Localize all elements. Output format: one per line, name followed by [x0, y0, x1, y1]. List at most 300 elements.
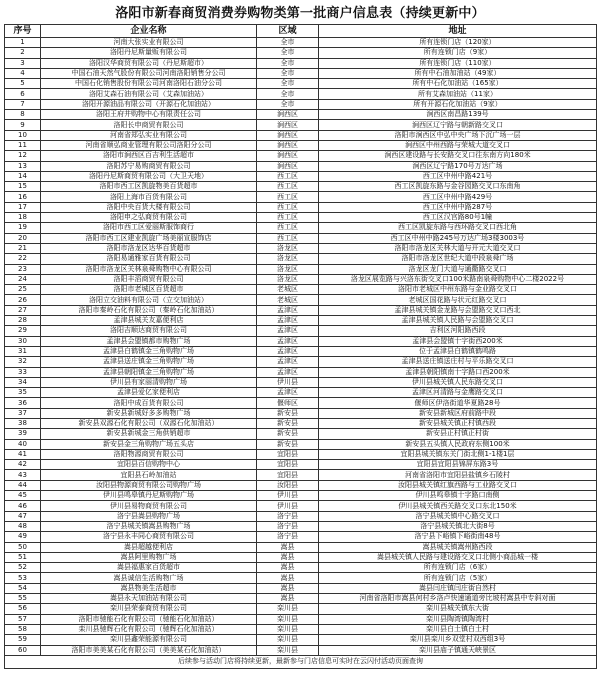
row-index: 48: [5, 521, 41, 531]
company-name: 栾川县驰辉石化有限公司（驰辉石化加油站）: [41, 624, 257, 634]
table-row: [5, 357, 597, 367]
table-row: [5, 243, 597, 253]
region: 孟津区: [257, 316, 319, 326]
row-index: 55: [5, 594, 41, 604]
address: 西工区中州中路245号万达广场3楼3003号: [319, 233, 597, 243]
region: 涧西区: [257, 120, 319, 130]
address: 西工区中州中路287号: [319, 202, 597, 212]
company-name: 中国石油天然气股份有限公司河南洛阳销售分公司: [41, 68, 257, 78]
table-row: [5, 151, 597, 161]
region: 西工区: [257, 182, 319, 192]
company-name: 洛阳丹尼斯量贩有限公司: [41, 48, 257, 58]
company-name: 洛阳吉顺达商贸有限公司: [41, 326, 257, 336]
col-header-region: 区域: [257, 25, 319, 38]
table-row: [5, 161, 597, 171]
table-row: [5, 491, 597, 501]
company-name: 孟津县会盟镇都市购物广场: [41, 336, 257, 346]
row-index: 43: [5, 470, 41, 480]
row-index: 25: [5, 285, 41, 295]
company-name: 洛阳市西工区凯旋物美百货超市: [41, 182, 257, 192]
address: 孟津县会盟镇十字街西200米: [319, 336, 597, 346]
company-name: 洛阳丹尼斯商贸有限公司（大卫天地）: [41, 171, 257, 181]
table-row: [5, 346, 597, 356]
row-index: 3: [5, 58, 41, 68]
company-name: 洛阳市美美某石化有限公司（美美某石化加油站）: [41, 645, 257, 655]
region: 西工区: [257, 233, 319, 243]
table-row: [5, 563, 597, 573]
region: 新安县: [257, 408, 319, 418]
table-row: [5, 439, 597, 449]
address: 孟津县城关镇金龙路与会盟路交叉口西北: [319, 305, 597, 315]
row-index: 23: [5, 264, 41, 274]
address: 栾川县栾川乡双堂村双西组3号: [319, 635, 597, 645]
company-name: 洛阳汉华商贸有限公司（丹尼斯超市）: [41, 58, 257, 68]
region: 伊川县: [257, 501, 319, 511]
address: 位于孟津县白鹤镇鹤鸣路: [319, 346, 597, 356]
table-row: [5, 635, 597, 645]
company-name: 洛阳易通雅家百货有限公司: [41, 254, 257, 264]
region: 全市: [257, 38, 319, 48]
address: 所有连锁门店（120家）: [319, 38, 597, 48]
table-row: [5, 408, 597, 418]
row-index: 11: [5, 140, 41, 150]
row-index: 28: [5, 316, 41, 326]
address: 河南省洛阳市嵩县何村乡洛卢快速通道旁比坡村嵩县中专斜对面: [319, 594, 597, 604]
row-index: 58: [5, 624, 41, 634]
region: 宜阳县: [257, 449, 319, 459]
row-index: 49: [5, 532, 41, 542]
region: 洛龙区: [257, 274, 319, 284]
table-row: [5, 552, 597, 562]
table-row: [5, 99, 597, 109]
table-row: [5, 377, 597, 387]
row-index: 2: [5, 48, 41, 58]
company-name: 河南省顺弘商业管理有限公司洛阳分公司: [41, 140, 257, 150]
company-name: 嵩县阿里购物广场: [41, 552, 257, 562]
table-row: [5, 254, 597, 264]
table-row: [5, 460, 597, 470]
region: 孟津区: [257, 326, 319, 336]
company-name: 嵩县福惠家百货超市: [41, 563, 257, 573]
row-index: 36: [5, 398, 41, 408]
company-name: 洛阳市洛龙区达华百货超市: [41, 243, 257, 253]
footer-row: [5, 655, 597, 668]
address: 西工区中州中路429号: [319, 192, 597, 202]
table-row: [5, 614, 597, 624]
table-row: [5, 202, 597, 212]
address: 洛阳市老城区中州东路与金业路交叉口: [319, 285, 597, 295]
region: 西工区: [257, 171, 319, 181]
address: 洛宁县下峪镇下峪街南48号: [319, 532, 597, 542]
address: 西工区凯旋东路与西环路交叉口西北角: [319, 223, 597, 233]
region: 新安县: [257, 418, 319, 428]
table-row: [5, 140, 597, 150]
col-header-address: 地址: [319, 25, 597, 38]
address: 栾川县庙子镇通天峡景区: [319, 645, 597, 655]
address: 涧西区南昌路139号: [319, 110, 597, 120]
address: 洛宁县城关镇中心路交叉口: [319, 511, 597, 521]
company-name: 新安县新城金三角供销超市: [41, 429, 257, 439]
region: 栾川县: [257, 614, 319, 624]
address: 伊川县城关镇人民东路交叉口: [319, 377, 597, 387]
table-header-row: [5, 25, 597, 38]
address: 嵩县闫庄镇闫庄街自然村: [319, 583, 597, 593]
row-index: 6: [5, 89, 41, 99]
address: 伊川县鸣皋镇十字路口南侧: [319, 491, 597, 501]
company-name: 洛阳市西工区建业凯旋广场美丽宣服饰店: [41, 233, 257, 243]
region: 洛宁县: [257, 521, 319, 531]
address: 西工区汉宫路80号1幢: [319, 213, 597, 223]
region: 嵩县: [257, 594, 319, 604]
region: 嵩县: [257, 573, 319, 583]
address: 洛阳市洛龙区关林大道与开元大道交叉口: [319, 243, 597, 253]
company-name: 洛阳长申商贸有限公司: [41, 120, 257, 130]
table-row: [5, 501, 597, 511]
row-index: 33: [5, 367, 41, 377]
table-row: [5, 573, 597, 583]
company-name: 洛阳艾森石油有限公司（艾森加油站）: [41, 89, 257, 99]
row-index: 57: [5, 614, 41, 624]
address: 洛龙区展览路与兴洛东街交叉口100米路南泉舜购物中心二楼2022号: [319, 274, 597, 284]
company-name: 中国石化销售股份有限公司河南洛阳石油分公司: [41, 79, 257, 89]
company-name: 栾川县荣泰商贸有限公司: [41, 604, 257, 614]
region: 全市: [257, 68, 319, 78]
row-index: 54: [5, 583, 41, 593]
row-index: 41: [5, 449, 41, 459]
row-index: 12: [5, 151, 41, 161]
company-name: 洛阳市洛龙区关林泉舜购物中心有限公司: [41, 264, 257, 274]
company-name: 孟津县城关友嘉便利店: [41, 316, 257, 326]
address: 栾川县白土镇白土村: [319, 624, 597, 634]
row-index: 19: [5, 223, 41, 233]
address: 嵩县城关镇人民路与建设路交叉口北侧小商品城一楼: [319, 552, 597, 562]
row-index: 32: [5, 357, 41, 367]
table-row: [5, 264, 597, 274]
address: 洛宁县城关镇北大街8号: [319, 521, 597, 531]
region: 嵩县: [257, 542, 319, 552]
table-row: [5, 48, 597, 58]
region: 汝阳县: [257, 480, 319, 490]
table-row: [5, 470, 597, 480]
address: 西工区中州中路421号: [319, 171, 597, 181]
row-index: 47: [5, 511, 41, 521]
address: 所有连锁门店（5家）: [319, 573, 597, 583]
company-name: 宜阳县百信购物中心: [41, 460, 257, 470]
company-name: 洛阳中成百货有限公司: [41, 398, 257, 408]
table-row: [5, 624, 597, 634]
company-name: 河南大张实业有限公司: [41, 38, 257, 48]
address: 所有连锁门店（110家）: [319, 58, 597, 68]
row-index: 60: [5, 645, 41, 655]
company-name: 新安县新城好多多购物广场: [41, 408, 257, 418]
region: 栾川县: [257, 624, 319, 634]
table-row: [5, 532, 597, 542]
region: 新安县: [257, 439, 319, 449]
row-index: 38: [5, 418, 41, 428]
company-name: 嵩县物美生活超市: [41, 583, 257, 593]
address: 汝阳县城关镇红旗西路与工业路交叉口: [319, 480, 597, 490]
table-row: [5, 58, 597, 68]
company-name: 汝阳县物源商贸有限公司购物广场: [41, 480, 257, 490]
region: 老城区: [257, 285, 319, 295]
row-index: 21: [5, 243, 41, 253]
address: 涧西区中州西路与荣城大道交叉口: [319, 140, 597, 150]
company-name: 洛宁县永丰同心商贸有限公司: [41, 532, 257, 542]
address: 孟津县朝阳镇南十字路口西200米: [319, 367, 597, 377]
table-row: [5, 521, 597, 531]
row-index: 44: [5, 480, 41, 490]
region: 涧西区: [257, 151, 319, 161]
company-name: 洛阳中央百货大楼有限公司: [41, 202, 257, 212]
company-name: 孟津县白鹤镇金三角购物广场: [41, 346, 257, 356]
address: 西工区凯旋东路与金谷园路交叉口东南角: [319, 182, 597, 192]
row-index: 31: [5, 346, 41, 356]
region: 涧西区: [257, 140, 319, 150]
row-index: 53: [5, 573, 41, 583]
company-name: 新安县双源石化有限公司（双源石化加油站）: [41, 418, 257, 428]
region: 涧西区: [257, 130, 319, 140]
address: 栾川县城关镇东大街: [319, 604, 597, 614]
table-row: [5, 388, 597, 398]
table-row: [5, 213, 597, 223]
address: 宜阳县宜阳县锦屏东路3号: [319, 460, 597, 470]
address: 所有开源石化加油站（9家）: [319, 99, 597, 109]
row-index: 34: [5, 377, 41, 387]
region: 孟津区: [257, 357, 319, 367]
table-row: [5, 480, 597, 490]
row-index: 14: [5, 171, 41, 181]
region: 孟津区: [257, 367, 319, 377]
company-name: 洛阳苏宁易购商贸有限公司: [41, 161, 257, 171]
table-row: [5, 429, 597, 439]
table-row: [5, 120, 597, 130]
footer-note: 后续参与活动门店将持续更新，最新参与门店信息可实时在云闪付活动页面查询: [5, 655, 597, 668]
table-body: [5, 38, 597, 656]
region: 嵩县: [257, 552, 319, 562]
company-name: 洛宁县嵩县购物广场: [41, 511, 257, 521]
row-index: 35: [5, 388, 41, 398]
address: 偃师区伊洛街道华夏路28号: [319, 398, 597, 408]
page-title: 洛阳市新春商贸消费券购物类第一批商户信息表（持续更新中）: [115, 6, 485, 21]
table-row: [5, 110, 597, 120]
address: 洛龙区龙门大道与通衢路交叉口: [319, 264, 597, 274]
region: 西工区: [257, 192, 319, 202]
company-name: 洛阳开源油品有限公司（开源石化加油站）: [41, 99, 257, 109]
table-row: [5, 285, 597, 295]
row-index: 16: [5, 192, 41, 202]
company-name: 洛阳市西工区爱丽斯服饰商行: [41, 223, 257, 233]
table-row: [5, 130, 597, 140]
region: 栾川县: [257, 645, 319, 655]
table-row: [5, 79, 597, 89]
table-row: [5, 511, 597, 521]
row-index: 39: [5, 429, 41, 439]
region: 全市: [257, 79, 319, 89]
table-row: [5, 418, 597, 428]
address: 河南省洛阳市宜阳县盐镇乡石陵村: [319, 470, 597, 480]
table-row: [5, 594, 597, 604]
address: 伊川县城关镇西关路交叉口东北150米: [319, 501, 597, 511]
address: 所有艾森加油站（11家）: [319, 89, 597, 99]
address: 涧西区辽宁路与朝新路交叉口: [319, 120, 597, 130]
address: 宜阳县城关镇东关门街北侧1-1楼1层: [319, 449, 597, 459]
region: 偃师区: [257, 398, 319, 408]
company-name: 洛宁县城关镇嵩县购物广场: [41, 521, 257, 531]
merchant-sheet: [4, 4, 596, 669]
company-name: 新安县金三角购物广场五头店: [41, 439, 257, 449]
region: 洛龙区: [257, 264, 319, 274]
address: 涧西区辽宁路170号万达广场: [319, 161, 597, 171]
address: 孟津县城关镇人民路与会盟路交叉口: [319, 316, 597, 326]
address: 吉利区河阳路西段: [319, 326, 597, 336]
row-index: 4: [5, 68, 41, 78]
row-index: 5: [5, 79, 41, 89]
address: 新安县城关镇正村镇西段: [319, 418, 597, 428]
table-row: [5, 336, 597, 346]
table-row: [5, 316, 597, 326]
company-name: 洛阳立交油料有限公司（立交加油站）: [41, 295, 257, 305]
col-header-company: 企业名称: [41, 25, 257, 38]
row-index: 13: [5, 161, 41, 171]
row-index: 59: [5, 635, 41, 645]
region: 洛龙区: [257, 254, 319, 264]
region: 涧西区: [257, 110, 319, 120]
row-index: 9: [5, 120, 41, 130]
region: 西工区: [257, 223, 319, 233]
table-row: [5, 398, 597, 408]
region: 孟津区: [257, 346, 319, 356]
merchant-table: [4, 24, 597, 669]
company-name: 洛阳市秦岭石化有限公司（秦岭石化加油站）: [41, 305, 257, 315]
row-index: 27: [5, 305, 41, 315]
row-index: 20: [5, 233, 41, 243]
company-name: 河南省郑弘实业有限公司: [41, 130, 257, 140]
row-index: 52: [5, 563, 41, 573]
region: 涧西区: [257, 161, 319, 171]
address: 洛阳市洛龙区世纪大道中段泉舜广场: [319, 254, 597, 264]
region: 伊川县: [257, 377, 319, 387]
company-name: 孟津县爱亿家便利店: [41, 388, 257, 398]
table-row: [5, 68, 597, 78]
region: 孟津区: [257, 336, 319, 346]
company-name: 洛阳申之弘商贸有限公司: [41, 213, 257, 223]
row-index: 17: [5, 202, 41, 212]
address: 所有连锁门店（6家）: [319, 563, 597, 573]
row-index: 22: [5, 254, 41, 264]
address: 所有连锁门店（9家）: [319, 48, 597, 58]
table-row: [5, 233, 597, 243]
company-name: 伊川县鸣皋镇丹尼斯购物广场: [41, 491, 257, 501]
company-name: 孟津县送庄镇金三角购物广场: [41, 357, 257, 367]
company-name: 洛阳市老城区百货超市: [41, 285, 257, 295]
row-index: 56: [5, 604, 41, 614]
address: 嵩县城关镇嵩州路西段: [319, 542, 597, 552]
row-index: 1: [5, 38, 41, 48]
company-name: 伊川县有家丽清购物广场: [41, 377, 257, 387]
company-name: 洛阳市驰能石化有限公司（驰能石化加油站）: [41, 614, 257, 624]
company-name: 伊川县易物商贸有限公司: [41, 501, 257, 511]
region: 全市: [257, 48, 319, 58]
row-index: 7: [5, 99, 41, 109]
row-index: 46: [5, 501, 41, 511]
table-row: [5, 604, 597, 614]
address: 新安县新城区府前路中段: [319, 408, 597, 418]
region: 嵩县: [257, 563, 319, 573]
address: 新安县五头镇人民政府东侧100米: [319, 439, 597, 449]
row-index: 42: [5, 460, 41, 470]
region: 西工区: [257, 202, 319, 212]
row-index: 51: [5, 552, 41, 562]
region: 伊川县: [257, 491, 319, 501]
region: 洛宁县: [257, 511, 319, 521]
region: 宜阳县: [257, 460, 319, 470]
address: 洛阳市涧西区中弘中央广场下沉广场一层: [319, 130, 597, 140]
company-name: 孟津县朝阳镇金三角购物广场: [41, 367, 257, 377]
table-row: [5, 367, 597, 377]
address: 老城区国花路与状元红路交叉口: [319, 295, 597, 305]
company-name: 嵩县超越便利店: [41, 542, 257, 552]
region: 孟津区: [257, 388, 319, 398]
row-index: 29: [5, 326, 41, 336]
table-row: [5, 326, 597, 336]
region: 洛龙区: [257, 243, 319, 253]
row-index: 40: [5, 439, 41, 449]
region: 嵩县: [257, 583, 319, 593]
region: 全市: [257, 89, 319, 99]
table-row: [5, 192, 597, 202]
row-index: 10: [5, 130, 41, 140]
table-row: [5, 583, 597, 593]
table-row: [5, 182, 597, 192]
row-index: 15: [5, 182, 41, 192]
address: 所有中石化加油站（165家）: [319, 79, 597, 89]
table-row: [5, 305, 597, 315]
row-index: 45: [5, 491, 41, 501]
row-index: 50: [5, 542, 41, 552]
company-name: 洛阳丰滔商贸有限公司: [41, 274, 257, 284]
row-index: 24: [5, 274, 41, 284]
company-name: 洛阳上海市百货有限公司: [41, 192, 257, 202]
table-row: [5, 295, 597, 305]
region: 新安县: [257, 429, 319, 439]
region: 老城区: [257, 295, 319, 305]
table-row: [5, 274, 597, 284]
company-name: 栾川县鑫荣能源有限公司: [41, 635, 257, 645]
address: 涧西区建设路与长安路交叉口往东南方向180米: [319, 151, 597, 161]
address: 孟津县送庄镇送庄村与平乐路交叉口: [319, 357, 597, 367]
company-name: 嵩县诚信生活购物广场: [41, 573, 257, 583]
address: 新安县正村镇正村街: [319, 429, 597, 439]
company-name: 洛阳市涧西区百吉利生活超市: [41, 151, 257, 161]
table-row: [5, 449, 597, 459]
row-index: 18: [5, 213, 41, 223]
company-name: 嵩县永天加油站有限公司: [41, 594, 257, 604]
region: 栾川县: [257, 635, 319, 645]
table-row: [5, 542, 597, 552]
row-index: 30: [5, 336, 41, 346]
col-header-index: 序号: [5, 25, 41, 38]
table-row: [5, 171, 597, 181]
region: 全市: [257, 58, 319, 68]
region: 全市: [257, 99, 319, 109]
row-index: 8: [5, 110, 41, 120]
row-index: 37: [5, 408, 41, 418]
address: 栾川县陶湾镇陶湾村: [319, 614, 597, 624]
row-index: 26: [5, 295, 41, 305]
region: 西工区: [257, 213, 319, 223]
region: 宜阳县: [257, 470, 319, 480]
company-name: 洛阳物源商贸有限公司: [41, 449, 257, 459]
